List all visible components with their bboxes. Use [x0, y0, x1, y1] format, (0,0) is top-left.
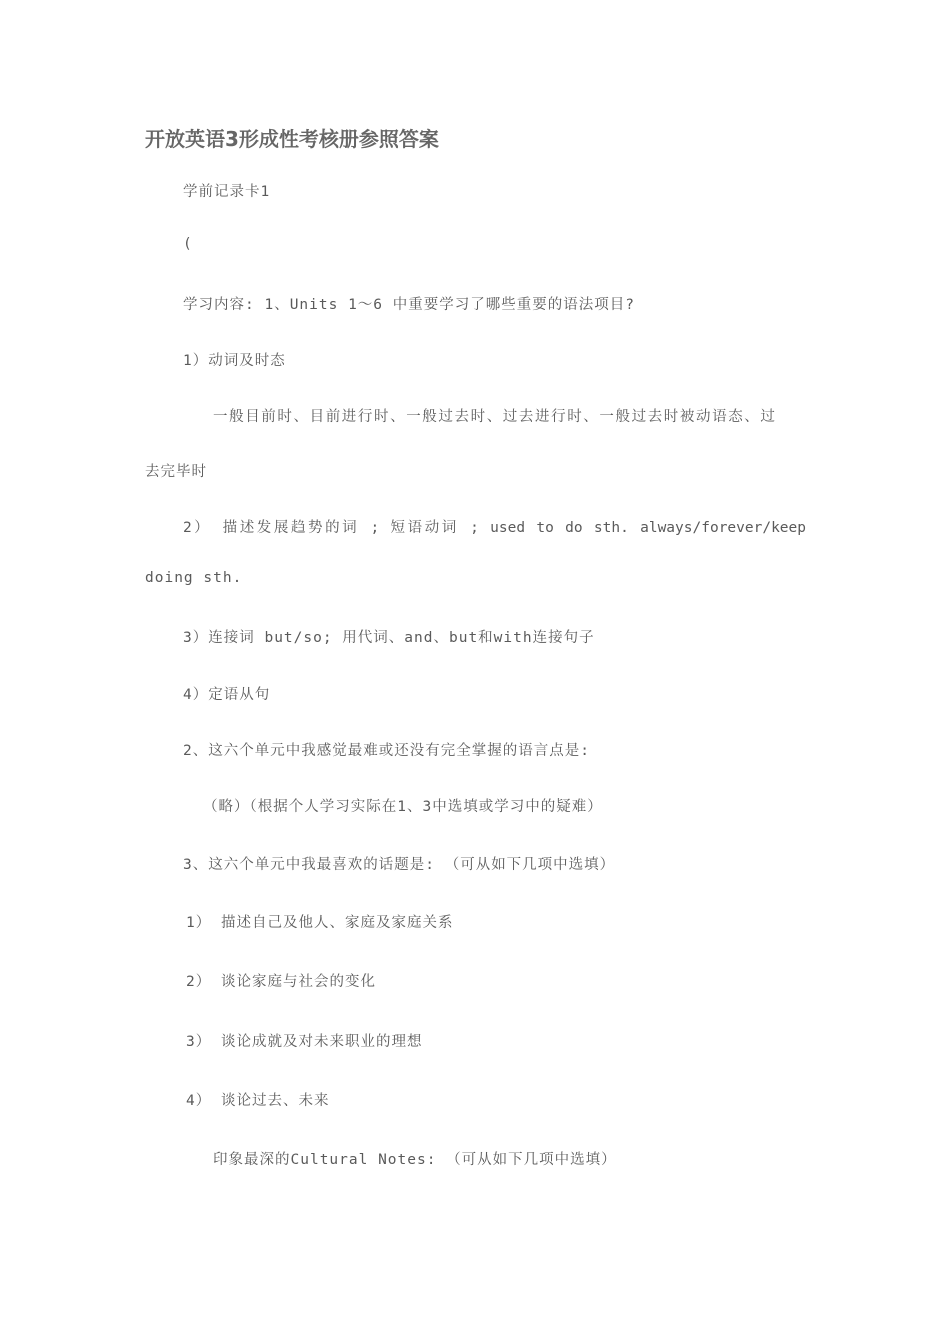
list-item-trend-words: 2） 描述发展趋势的词 ; 短语动词 ; used to do sth. always/forever/keep — [183, 520, 806, 536]
topic-item-3: 3） 谈论成就及对未来职业的理想 — [186, 1034, 423, 1050]
question-difficult-points: 2、这六个单元中我感觉最难或还没有完全掌握的语言点是: — [183, 743, 590, 759]
document-title: 开放英语3形成性考核册参照答案 — [145, 127, 439, 151]
list-item-attributive-clause: 4）定语从句 — [183, 687, 271, 703]
paragraph-tenses-list: 一般目前时、目前进行时、一般过去时、过去进行时、一般过去时被动语态、过 — [213, 409, 777, 425]
question-grammar-items: 学习内容: 1、Units 1～6 中重要学习了哪些重要的语法项目? — [183, 297, 635, 313]
topic-item-2: 2） 谈论家庭与社会的变化 — [186, 974, 376, 990]
list-item-verbs-tenses: 1）动词及时态 — [183, 353, 286, 369]
list-item-conjunctions: 3）连接词 but/so; 用代词、and、but和with连接句子 — [183, 630, 595, 646]
section-heading-record-card: 学前记录卡1 — [183, 184, 271, 200]
answer-difficult-points: （略）（根据个人学习实际在1、3中选填或学习中的疑难） — [203, 799, 603, 815]
paragraph-tenses-list-cont: 去完毕时 — [145, 464, 207, 480]
paragraph-open-paren: ( — [183, 236, 193, 252]
question-favorite-topics: 3、这六个单元中我最喜欢的话题是: （可从如下几项中选填） — [183, 857, 616, 873]
question-cultural-notes: 印象最深的Cultural Notes: （可从如下几项中选填） — [213, 1152, 617, 1168]
topic-item-1: 1） 描述自己及他人、家庭及家庭关系 — [186, 915, 454, 931]
topic-item-4: 4） 谈论过去、未来 — [186, 1093, 330, 1109]
list-item-trend-words-cont: doing sth. — [145, 570, 243, 586]
